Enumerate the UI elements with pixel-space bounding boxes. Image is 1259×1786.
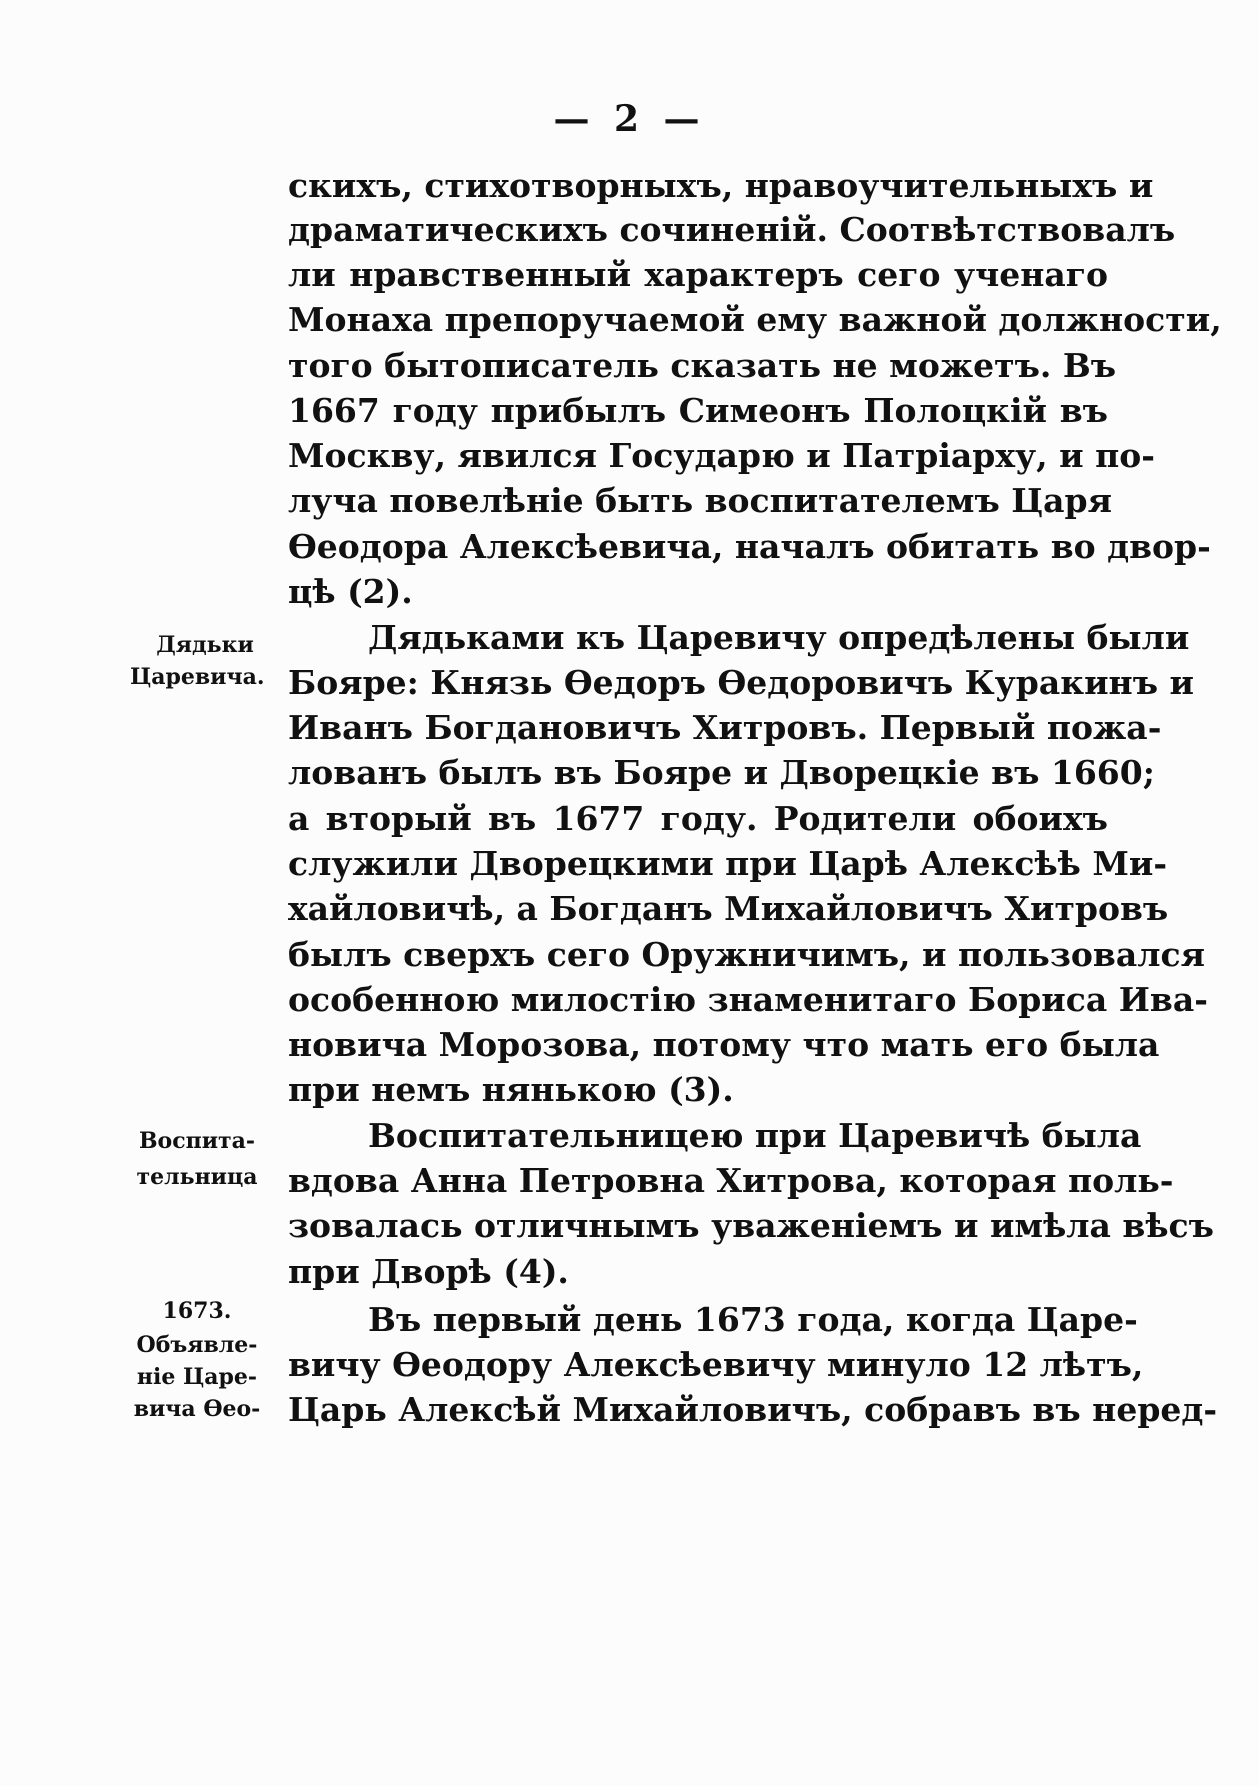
margin-note-line: вича Ѳео- (133, 1396, 261, 1422)
margin-note-line: Дядьки (156, 632, 254, 658)
margin-note-vospitatelnitsa (132, 1128, 262, 1190)
text-line: Дядьками къ Царевичу опредѣлены были (368, 618, 1190, 657)
margin-note-dyadki (130, 632, 265, 690)
margin-note-1673 (132, 1298, 262, 1422)
text-line: а вторый въ 1677 году. Родители обоихъ (288, 799, 1108, 838)
text-line: былъ сверхъ сего Оружничимъ, и пользовался (288, 935, 1205, 974)
text-line: Монаха препоручаемой ему важной должности, (288, 300, 1222, 339)
text-line: вичу Ѳеодору Алексѣевичу минуло 12 лѣтъ, (288, 1345, 1144, 1384)
margin-note-line: тельница (136, 1164, 258, 1190)
text-line: скихъ, стихотворныхъ, нравоучительныхъ и (288, 166, 1154, 205)
text-line: Москву, явился Государю и Патріарху, и по- (288, 436, 1155, 475)
text-line: при Дворѣ (4). (288, 1252, 569, 1291)
text-line: драматическихъ сочиненій. Соотвѣтствовалъ (288, 210, 1176, 249)
text-line: служили Дворецкими при Царѣ Алексѣѣ Ми- (288, 844, 1168, 883)
text-line: ли нравственный характеръ сего ученаго (288, 255, 1108, 294)
text-line: при немъ нянькою (3). (288, 1070, 734, 1109)
page-number: — 2 — (553, 98, 706, 140)
text-line: Царь Алексѣй Михайловичъ, собравъ въ неред- (288, 1390, 1218, 1429)
margin-note-line: Объявле- (136, 1332, 258, 1358)
margin-note-line: Царевича. (130, 664, 265, 690)
text-line: луча повелѣніе быть воспитателемъ Царя (288, 481, 1112, 520)
text-line: лованъ былъ въ Бояре и Дворецкіе въ 1660; (288, 753, 1155, 792)
text-line: новича Морозова, потому что мать его была (288, 1025, 1160, 1064)
text-line: хайловичѣ, а Богданъ Михайловичъ Хитровъ (288, 889, 1169, 928)
text-line: Въ первый день 1673 года, когда Царе- (368, 1300, 1138, 1339)
margin-note-line: ніе Царе- (136, 1364, 258, 1390)
text-line: Иванъ Богдановичъ Хитровъ. Первый пожа- (288, 708, 1162, 747)
text-line: 1667 году прибылъ Симеонъ Полоцкій въ (288, 391, 1108, 430)
text-line: цѣ (2). (288, 572, 413, 611)
text-line: Ѳеодора Алексѣевича, началъ обитать во двор- (288, 527, 1211, 566)
text-line: того бытописатель сказать не можетъ. Въ (288, 346, 1117, 385)
text-line: особенною милостію знаменитаго Бориса Ива- (288, 980, 1208, 1019)
text-line: вдова Анна Петровна Хитрова, которая поль- (288, 1161, 1174, 1200)
margin-note-line: 1673. (162, 1298, 232, 1324)
margin-note-line: Воспита- (138, 1128, 256, 1154)
text-line: зовалась отличнымъ уваженіемъ и имѣла вѣсъ (288, 1206, 1214, 1245)
text-line: Бояре: Князь Ѳедоръ Ѳедоровичъ Куракинъ и (288, 663, 1194, 702)
text-line: Воспитательницею при Царевичѣ была (368, 1116, 1142, 1155)
